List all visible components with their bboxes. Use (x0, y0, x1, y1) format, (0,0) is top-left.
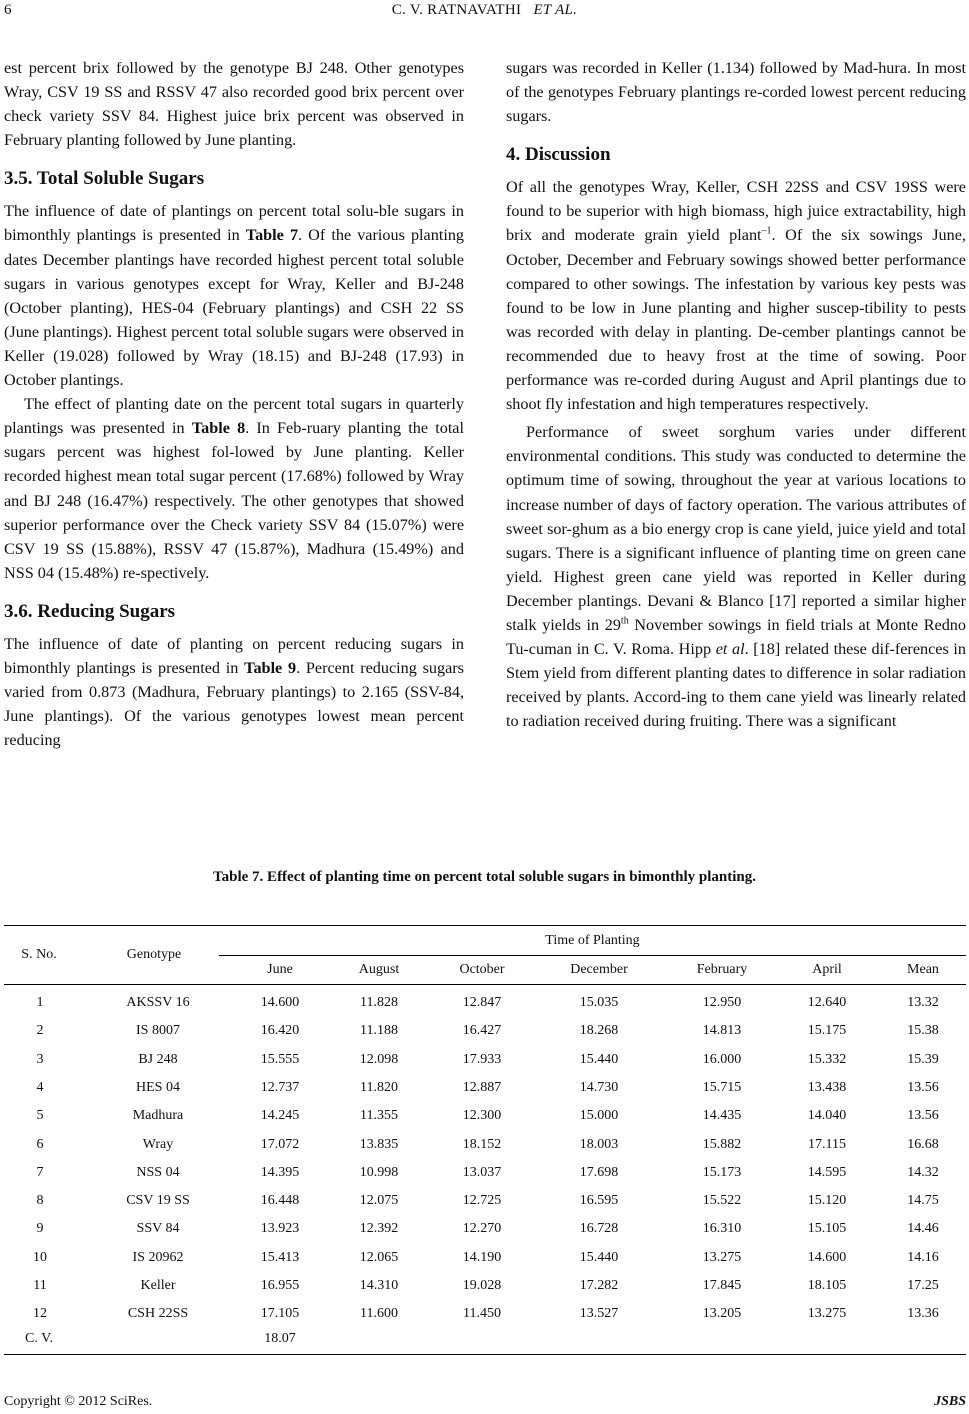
table-row (4, 1188, 966, 1216)
table-cell: 14.730 (579, 1079, 619, 1095)
table-cell: 10 (33, 1249, 47, 1265)
section-4-heading: 4. Discussion (506, 144, 611, 166)
table-cell: Wray (142, 1136, 174, 1152)
table-cell: 12.950 (702, 995, 742, 1010)
table-cell: 14.395 (260, 1164, 300, 1180)
table-row (4, 1103, 966, 1131)
table-cell: 17.115 (808, 1136, 846, 1152)
table-cell: 11.828 (360, 995, 398, 1010)
table-cell: 15.715 (702, 1079, 742, 1095)
table-cell: 4 (36, 1079, 44, 1095)
table-8-ref: Table 8 (191, 419, 246, 438)
table-cell: 15.555 (260, 1051, 300, 1067)
table-header-month: June (267, 962, 293, 977)
table-cell: 17.25 (907, 1278, 939, 1293)
table-cell: 12.300 (462, 1108, 502, 1124)
table-9-ref: Table 9 (244, 658, 297, 677)
table-rule-time-span (219, 955, 966, 956)
table-cell: HES 04 (136, 1079, 180, 1095)
table-cell: 14.190 (462, 1249, 502, 1265)
table-cell: 14.040 (807, 1108, 847, 1124)
table-cell: 13.438 (807, 1079, 847, 1095)
table-cell: 13.835 (359, 1136, 399, 1152)
table-cell: 11.355 (360, 1108, 398, 1124)
table-row (4, 990, 966, 1018)
table-cell: 15.413 (260, 1249, 300, 1265)
page-header (0, 0, 969, 30)
table-rule-bottom (4, 1354, 966, 1355)
table-cell: 13.32 (907, 995, 939, 1010)
table-cell: 14.32 (907, 1164, 939, 1180)
table-cell: 13.205 (702, 1306, 742, 1322)
table-cell: Madhura (132, 1108, 184, 1124)
table-cell: 5 (36, 1108, 44, 1124)
table-cell: 11.820 (360, 1079, 398, 1095)
table-header-month: February (696, 962, 748, 977)
table-cell: 11.188 (360, 1023, 398, 1039)
table-cell: 14.813 (702, 1023, 742, 1039)
table-row (4, 1273, 966, 1301)
page-footer (4, 1394, 966, 1410)
table-cell: 12.725 (462, 1193, 502, 1209)
copyright-text: Copyright © 2012 SciRes. (4, 1394, 153, 1409)
table-cell: 16.420 (260, 1023, 300, 1039)
table-cell: 13.527 (579, 1306, 619, 1322)
table-row (4, 1018, 966, 1046)
table-cell: 14.245 (260, 1108, 300, 1124)
table-cell: 12.392 (359, 1221, 399, 1237)
table-cell: 13.037 (462, 1164, 502, 1180)
table-cell: 15.440 (579, 1051, 619, 1067)
table-cell: 16.728 (579, 1221, 619, 1237)
table-header-month: Mean (907, 962, 939, 977)
table-cell: 15.105 (807, 1221, 847, 1237)
table-cell: 15.000 (579, 1108, 619, 1124)
running-head (0, 2, 969, 19)
table-cell: 14.595 (807, 1164, 847, 1180)
table-header-month: October (459, 962, 505, 977)
table-header-time-of-planting: Time of Planting (545, 933, 640, 948)
table-cell: 14.310 (359, 1278, 399, 1293)
table-cell: 15.39 (907, 1051, 939, 1067)
section-3-5-paragraph-1: The influence of date of plantings on percent total solu-ble sugars in bimonthly plantings is presented in Table 7. Of the various planting dates December plantings have recorded highest percent total soluble sugars in various genotypes except for Wray, Keller and BJ-248 (October planting), HES-04 (February plantings) and CSH 22 SS (June plantings). Highest percent total soluble sugars were observed in Keller (19.028) followed by Wray (18.15) and BJ-248 (17.93) in October plantings. (4, 202, 465, 390)
table-cell: 16.000 (702, 1051, 742, 1067)
table-cell: 17.933 (462, 1051, 502, 1067)
table-cell: 17.072 (260, 1136, 300, 1152)
table-cell: 13.275 (807, 1306, 847, 1322)
cv-value: 18.07 (264, 1331, 296, 1346)
running-head-authors: C. V. RATNAVATHI (391, 2, 522, 18)
table-cell: 18.152 (462, 1136, 502, 1152)
table-cell: 12.640 (807, 995, 847, 1010)
table-cell: 16.955 (260, 1278, 300, 1293)
table-cell: 13.56 (907, 1079, 939, 1095)
table-row (4, 1132, 966, 1160)
table-cell: 11.600 (360, 1306, 398, 1322)
table-cell: 14.600 (260, 995, 300, 1010)
section-3-6-paragraph-1: The influence of date of planting on percent reducing sugars in bimonthly plantings is presented in Table 9. Percent reducing sugars varied from 0.873 (Madhura, February plantings) to 2.165 (SSV-84, June plantings). Of the various genotypes lowest mean percent reducing (4, 634, 464, 750)
table-7-caption: Table 7. Effect of planting time on percent total soluble sugars in bimonthly planting. (213, 869, 756, 885)
table-cell: 16.448 (260, 1193, 300, 1209)
table-cell: 16.310 (702, 1221, 742, 1237)
table-cell: 13.36 (907, 1306, 939, 1322)
right-column (506, 56, 966, 733)
table-rule-top (4, 925, 966, 926)
table-header-month: December (570, 962, 628, 977)
table-cell: 17.845 (702, 1278, 742, 1293)
table-cell: 12.737 (260, 1079, 300, 1095)
table-cell: 12 (33, 1306, 47, 1322)
table-cell: 14.16 (907, 1249, 939, 1265)
table-cell: 11.450 (463, 1306, 501, 1322)
paragraph-continued: sugars was recorded in Keller (1.134) followed by Mad-hura. In most of the genotypes February plantings re-corded lowest percent reducing sugars. (506, 59, 966, 126)
table-row (4, 1075, 966, 1103)
section-3-5-heading: 3.5. Total Soluble Sugars (4, 168, 205, 190)
table-cell: 6 (36, 1136, 44, 1152)
table-cell: 12.098 (359, 1051, 399, 1067)
table-cell: 12.270 (462, 1221, 502, 1237)
table-header-month: April (812, 962, 842, 977)
table-cell: 15.332 (807, 1051, 847, 1067)
table-cell: 12.065 (359, 1249, 399, 1265)
table-header-sno: S. No. (21, 947, 57, 962)
table-header-month: August (358, 962, 400, 977)
table-cell: 17.698 (579, 1164, 619, 1180)
table-cell: 8 (36, 1193, 44, 1209)
table-cell: 12.075 (359, 1193, 399, 1209)
table-cell: 12.847 (462, 995, 502, 1010)
table-cell: 14.46 (907, 1221, 939, 1237)
table-row (4, 1216, 966, 1244)
table-cell: 15.120 (807, 1193, 847, 1209)
table-cell: 13.275 (702, 1249, 742, 1265)
table-header-genotype: Genotype (126, 947, 182, 962)
table-row (4, 1047, 966, 1075)
table-cell: 17.282 (579, 1278, 619, 1293)
table-row (4, 1160, 966, 1188)
section-4-paragraph-1: Of all the genotypes Wray, Keller, CSH 22SS and CSV 19SS were found to be superior with high biomass, high juice extractability, high brix and moderate grain yield plant$^{-1}$. Of the six sowings June, October, December and February sowings showed better performance compared to other sowings. The infestation by various key pests was found to be low in June planting and higher suscep-tibility to pests was recorded with delay in planting. De-cember plantings cannot be recommended due to heavy frost at the time of sowing. Poor performance was re-corded during August and April plantings due to shoot fly infestation and high temperatures respectively. (506, 178, 966, 414)
journal-abbrev: JSBS (934, 1394, 966, 1409)
table-cell: 13.56 (907, 1108, 939, 1124)
table-cell: 15.440 (579, 1249, 619, 1265)
left-column (4, 56, 464, 752)
table-cell: 19.028 (462, 1278, 502, 1293)
cv-label: C. V. (25, 1331, 53, 1346)
table-cell: 15.035 (579, 995, 619, 1010)
table-cell: 13.923 (260, 1221, 300, 1237)
section-4-paragraph-2: Performance of sweet sorghum varies under different environmental conditions. This study was conducted to determine the optimum time of sowing, throughout the year at various locations to increase number of days of factory operation. The various attributes of sweet sor-ghum as a bio energy crop is cane yield, juice yield and total sugars. There is a significant influence of planting time on green cane yield. Highest green cane yield was reported in Keller during December plantings. Devani & Blanco [17] reported a similar higher stalk yields in 29th November sowings in field trials at Monte Redno Tu-cuman in C. V. Roma. Hipp et al. [18] related these dif-ferences in Stem yield from different planting dates to difference in solar radiation received by plants. Accord-ing to them cane yield was linearly related to radiation received during fruiting. There was a significant (506, 423, 966, 731)
table-cell: 9 (36, 1221, 44, 1237)
table-cell: 16.595 (579, 1193, 619, 1209)
table-cell: CSH 22SS (127, 1306, 189, 1322)
table-cell: 16.68 (907, 1136, 939, 1152)
table-row (4, 1245, 966, 1273)
table-cell: 18.003 (579, 1136, 619, 1152)
running-head-etal: ET AL. (533, 2, 578, 18)
table-cell: 14.435 (702, 1108, 742, 1124)
paragraph-intro: est percent brix followed by the genotype BJ 248. Other genotypes Wray, CSV 19 SS and RSSV 47 also recorded good brix percent over check variety SSV 84. Highest juice brix percent was observed in February planting followed by June planting. (4, 59, 464, 150)
table-cell: SSV 84 (136, 1221, 180, 1237)
table-cell: 12.887 (462, 1079, 502, 1095)
table-cell: IS 8007 (136, 1023, 180, 1039)
table-cell: 15.882 (702, 1136, 742, 1152)
table-cell: 15.38 (907, 1023, 939, 1039)
table-rule-header (4, 984, 966, 985)
table-cell: BJ 248 (138, 1051, 178, 1067)
table-cell: 15.522 (702, 1193, 742, 1209)
table-cell: 14.600 (807, 1249, 847, 1265)
section-3-5-paragraph-2: The effect of planting date on the percent total sugars in quarterly plantings was presented in Table 8. In Feb-ruary planting the total sugars percent was highest fol-lowed by June planting. Keller recorded highest mean total sugar percent (17.68%) followed by Wray and BJ 248 (16.47%) respectively. The other genotypes that showed superior performance over the Check variety SSV 84 (15.07%) were CSV 19 SS (15.88%), RSSV 47 (15.87%), Madhura (15.49%) and NSS 04 (15.48%) re-spectively. (4, 395, 464, 582)
table-cell: 7 (36, 1164, 44, 1180)
table-cell: 10.998 (359, 1164, 399, 1180)
table-cell: 14.75 (907, 1193, 939, 1209)
table-cell: NSS 04 (136, 1164, 180, 1180)
table-cell: 15.173 (702, 1164, 742, 1180)
table-cell: 11 (33, 1278, 47, 1293)
table-cell: AKSSV 16 (126, 995, 190, 1010)
table-cell: 2 (36, 1023, 44, 1039)
page-number: 6 (4, 2, 12, 18)
table-cell: 3 (36, 1051, 44, 1067)
table-cell: 18.105 (807, 1278, 847, 1293)
section-3-6-heading: 3.6. Reducing Sugars (4, 600, 176, 622)
table-cell: 1 (36, 995, 44, 1010)
table-cell: 17.105 (260, 1306, 300, 1322)
table-cell: 16.427 (462, 1023, 502, 1039)
table-cell: Keller (140, 1278, 176, 1293)
table-cell: 15.175 (807, 1023, 847, 1039)
table-7-ref: Table 7 (245, 226, 299, 245)
table-cell: CSV 19 SS (126, 1193, 190, 1209)
table-cell: IS 20962 (132, 1249, 184, 1265)
table-row-cv (4, 1326, 966, 1354)
table-cell: 18.268 (579, 1023, 619, 1039)
